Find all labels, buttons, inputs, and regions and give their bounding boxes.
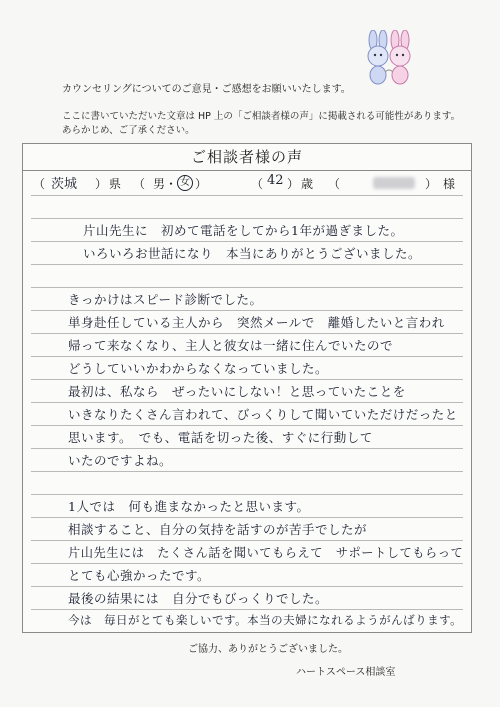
- message-line: いろいろお世話になり 本当にありがとうございました。: [83, 246, 422, 261]
- message-line: 片山先生には たくさん話を聞いてもらえて サポートしてもらって: [68, 546, 464, 560]
- card-title: ご相談者様の声: [23, 144, 471, 171]
- message-line: いたのですよね。: [68, 453, 173, 468]
- gender-female-option-circled: [175, 174, 193, 191]
- paren: （: [251, 177, 264, 191]
- message-line: 相談すること、自分の気持を話すのが苦手でしたが: [68, 522, 368, 537]
- message-line: 単身赴任している主人から 突然メールで 離婚したいと言われ: [68, 315, 445, 330]
- closing-thanks: ご協力、ありがとうございました。: [188, 644, 348, 655]
- message-line: 今は 毎日がとても楽しいです。本当の夫婦になれるようがんばります。: [68, 613, 463, 627]
- message-line: いきなりたくさん言われて、びっくりして聞いていただけだったと: [68, 407, 458, 422]
- respondent-info-row: [23, 171, 471, 195]
- publication-notice-continued: あらかじめ、ご了承ください。: [62, 125, 195, 136]
- bunny-mascot-illustration: [356, 30, 420, 86]
- message-line: 最初は、私なら ぜったいにしない！と思っていたことを: [68, 384, 406, 399]
- paren: ）: [425, 177, 438, 191]
- redacted-name: [373, 177, 415, 189]
- paren: ）: [195, 177, 208, 191]
- form-heading: カウンセリングについてのご意見・ご感想をお願いいたします。: [62, 84, 351, 95]
- organization-name: ハートスペース相談室: [296, 667, 396, 678]
- gender-separator: ・: [165, 177, 178, 191]
- paren: （: [33, 177, 46, 191]
- paren: （: [328, 177, 341, 191]
- message-line: 思います。 でも、電話を切った後、すぐに行動して: [68, 430, 373, 445]
- message-line: とても心強かったです。: [68, 568, 211, 583]
- name-suffix: 様: [443, 177, 456, 191]
- publication-notice: ここに書いていただいた文章は HP 上の「ご相談者様の声」に掲載される可能性があります。: [62, 111, 461, 122]
- prefecture-suffix: 県: [109, 177, 122, 191]
- paren: ）: [95, 177, 108, 191]
- message-line: きっかけはスピード診断でした。: [68, 292, 263, 307]
- age-suffix: 歳: [301, 177, 314, 191]
- message-line: 帰って来なくなり、主人と彼女は一緒に住んでいたので: [68, 338, 394, 353]
- paren: （: [133, 177, 146, 191]
- message-line: 最後の結果には 自分でもびっくりでした。: [68, 591, 329, 606]
- age-value: 42: [267, 173, 284, 188]
- message-line: どうしていいかわからなくなっていました。: [68, 361, 329, 376]
- prefecture-value: 茨城: [51, 177, 78, 192]
- paren: ）: [287, 177, 300, 191]
- testimonial-card: [22, 143, 472, 633]
- message-line: 1人では 何も進まなかったと思います。: [68, 499, 310, 514]
- gender-female-label: 女: [177, 175, 193, 191]
- gender-male-option: 男: [153, 177, 166, 191]
- message-line: 片山先生に 初めて電話をしてから1年が過ぎました。: [83, 223, 404, 238]
